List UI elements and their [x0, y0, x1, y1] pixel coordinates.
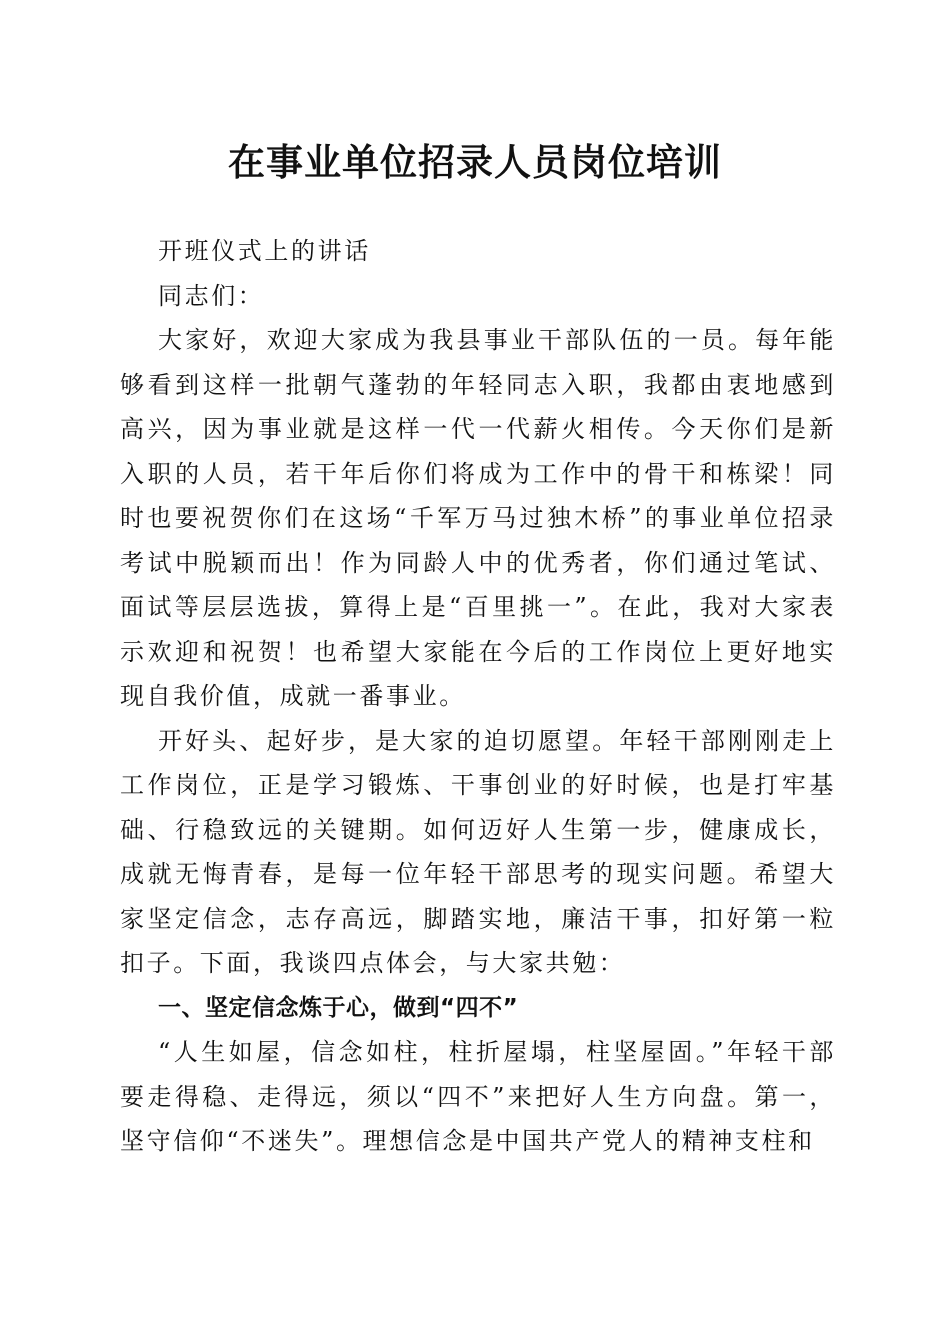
body-paragraph: 大家好，欢迎大家成为我县事业干部队伍的一员。每年能够看到这样一批朝气蓬勃的年轻同志入职，我都由衷地感到高兴，因为事业就是这样一代一代薪火相传。今天你们是新入职的人员，若干年后你们将成为工作中的骨干和栋梁！同时也要祝贺你们在这场“千军万马过独木桥”的事业单位招录考试中脱颖而出！作为同龄人中的优秀者，你们通过笔试、面试等层层选拔，算得上是“百里挑一”。在此，我对大家表示欢迎和祝贺！也希望大家能在今后的工作岗位上更好地实现自我价值，成就一番事业。	[120, 326, 836, 710]
section-heading: 一、坚定信念炼于心，做到“四不”	[158, 994, 519, 1021]
document-title: 在事业单位招录人员岗位培训	[228, 140, 722, 184]
subtitle-line: 开班仪式上的讲话	[158, 237, 371, 265]
body-paragraph: “人生如屋，信念如柱，柱折屋塌，柱坚屋固。”年轻干部要走得稳、走得远，须以“四不”来把好人生方向盘。第一，坚守信仰“不迷失”。理想信念是中国共产党人的精神支柱和	[120, 1038, 836, 1155]
salutation: 同志们：	[158, 281, 265, 310]
body-paragraph: 开好头、起好步，是大家的迫切愿望。年轻干部刚刚走上工作岗位，正是学习锻炼、干事创业的好时候，也是打牢基础、行稳致远的关键期。如何迈好人生第一步，健康成长，成就无悔青春，是每一位年轻干部思考的现实问题。希望大家坚定信念，志存高远，脚踏实地，廉洁干事，扣好第一粒扣子。下面，我谈四点体会，与大家共勉：	[120, 726, 836, 977]
document-body	[120, 229, 836, 1164]
